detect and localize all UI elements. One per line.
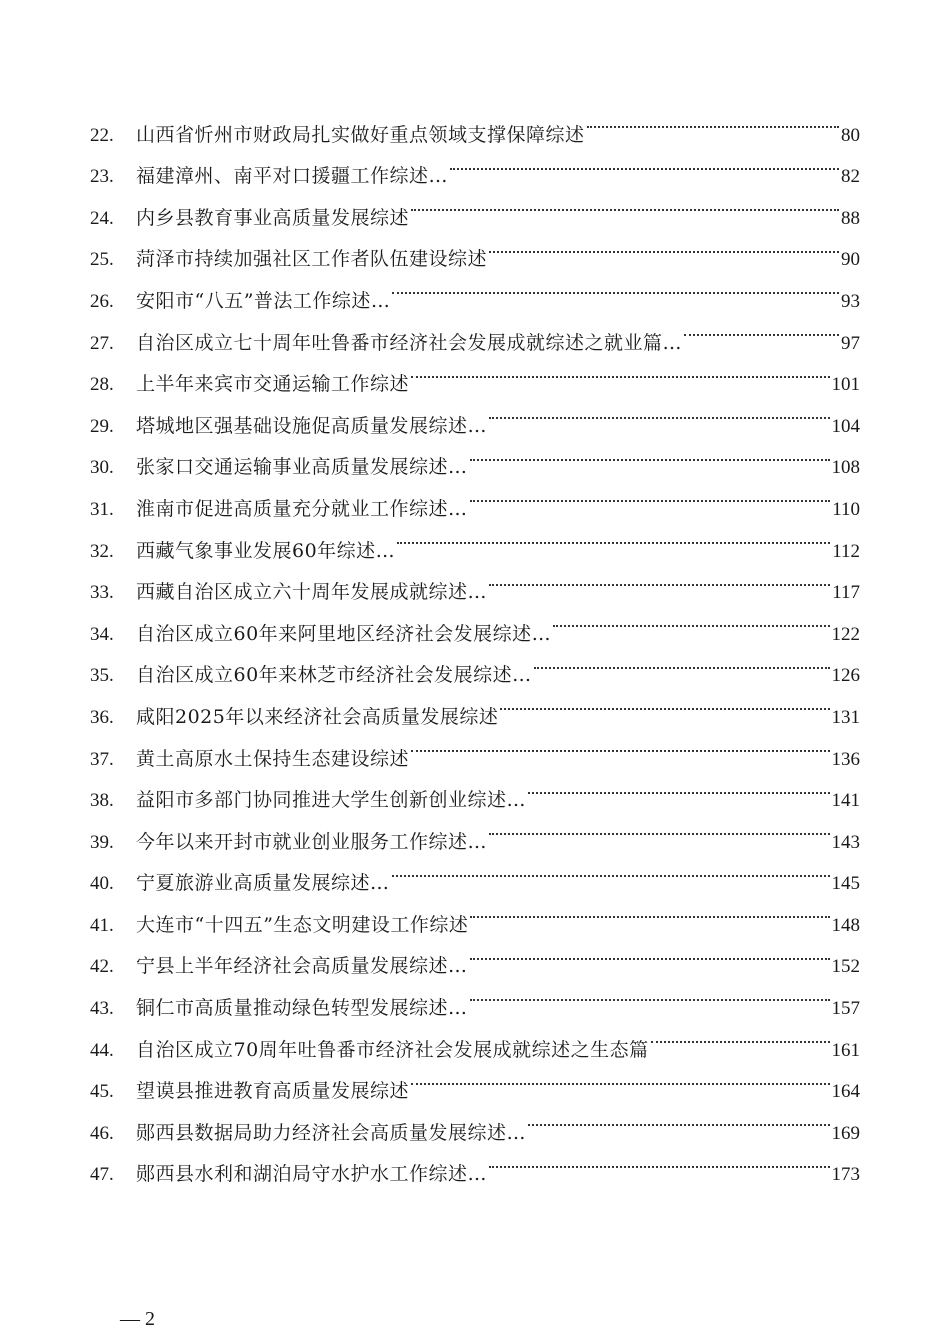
toc-entry-page: 112 <box>832 540 860 562</box>
toc-dot-leader <box>397 515 830 557</box>
toc-entry-number: 40. <box>90 873 114 895</box>
toc-entry-title: 安阳市“八五”普法工作综述… <box>136 289 391 312</box>
toc-entry-page: 148 <box>831 914 860 936</box>
toc-dot-leader <box>470 473 831 515</box>
toc-dot-leader <box>392 848 830 890</box>
toc-dot-leader <box>489 1139 829 1181</box>
toc-entry-title: 张家口交通运输事业高质量发展综述… <box>136 456 468 479</box>
toc-entry-title: 黄土高原水土保持生态建设综述 <box>136 747 410 770</box>
toc-entry-page: 136 <box>831 748 860 770</box>
toc-entry-page: 157 <box>831 998 860 1020</box>
toc-entry-page: 108 <box>831 457 860 479</box>
toc-entry-number: 26. <box>90 290 114 312</box>
toc-entry-number: 34. <box>90 623 114 645</box>
toc-entry-number: 41. <box>90 914 114 936</box>
toc-entry-number: 31. <box>90 498 114 520</box>
toc-dot-leader <box>470 889 829 931</box>
toc-entry-page: 88 <box>841 207 860 229</box>
toc-entry-title: 西藏气象事业发展60年综述… <box>136 539 396 562</box>
toc-entry-title: 自治区成立70周年吐鲁番市经济社会发展成就综述之生态篇 <box>136 1038 649 1061</box>
table-of-contents <box>90 99 860 1186</box>
toc-entry-number: 30. <box>90 457 114 479</box>
toc-dot-leader <box>587 99 839 141</box>
toc-entry-title: 内乡县教育事业高质量发展综述 <box>136 206 410 229</box>
toc-entry-number: 38. <box>90 790 114 812</box>
toc-entry-page: 80 <box>841 124 860 146</box>
toc-entry[interactable] <box>90 99 860 146</box>
toc-entry-number: 46. <box>90 1122 114 1144</box>
toc-entry-title: 自治区成立七十周年吐鲁番市经济社会发展成就综述之就业篇… <box>136 331 683 354</box>
toc-entry-number: 33. <box>90 582 114 604</box>
toc-dot-leader <box>651 1014 830 1056</box>
toc-entry-page: 169 <box>831 1122 860 1144</box>
toc-entry-title: 自治区成立60年来阿里地区经济社会发展综述… <box>136 622 552 645</box>
toc-entry-number: 28. <box>90 374 114 396</box>
toc-entry-page: 101 <box>831 374 860 396</box>
toc-dot-leader <box>528 765 829 807</box>
toc-entry-title: 宁夏旅游业高质量发展综述… <box>136 872 390 895</box>
toc-entry-title: 福建漳州、南平对口援疆工作综述… <box>136 165 449 188</box>
toc-dot-leader <box>534 640 830 682</box>
page-number-footer: — 2 <box>120 1308 155 1330</box>
toc-entry-title: 大连市“十四五”生态文明建设工作综述 <box>136 913 469 936</box>
toc-entry-page: 161 <box>831 1039 860 1061</box>
toc-entry-number: 27. <box>90 332 114 354</box>
toc-entry-page: 145 <box>831 873 860 895</box>
toc-entry-number: 47. <box>90 1164 114 1186</box>
toc-entry-page: 90 <box>841 249 860 271</box>
toc-entry-page: 122 <box>831 623 860 645</box>
toc-entry-page: 143 <box>831 831 860 853</box>
toc-entry-title: 自治区成立60年来林芝市经济社会发展综述… <box>136 664 532 687</box>
toc-entry-number: 43. <box>90 998 114 1020</box>
toc-entry-page: 126 <box>831 665 860 687</box>
toc-dot-leader <box>470 972 830 1014</box>
toc-entry-page: 117 <box>832 582 860 604</box>
toc-dot-leader <box>411 1056 829 1098</box>
toc-dot-leader <box>528 1097 829 1139</box>
toc-dot-leader <box>470 432 830 474</box>
toc-entry-number: 36. <box>90 706 114 728</box>
toc-dot-leader <box>489 224 839 266</box>
toc-dot-leader <box>411 349 829 391</box>
toc-dot-leader <box>470 931 830 973</box>
toc-entry-title: 今年以来开封市就业创业服务工作综述… <box>136 830 488 853</box>
toc-dot-leader <box>450 141 839 183</box>
toc-dot-leader <box>500 681 829 723</box>
toc-entry-title: 望谟县推进教育高质量发展综述 <box>136 1080 410 1103</box>
toc-entry-title: 淮南市促进高质量充分就业工作综述… <box>136 497 468 520</box>
toc-entry-page: 164 <box>831 1081 860 1103</box>
toc-entry-number: 23. <box>90 166 114 188</box>
toc-entry-title: 益阳市多部门协同推进大学生创新创业综述… <box>136 789 527 812</box>
toc-entry-number: 25. <box>90 249 114 271</box>
toc-entry-page: 104 <box>831 415 860 437</box>
toc-entry-title: 塔城地区强基础设施促高质量发展综述… <box>136 414 488 437</box>
toc-entry-number: 44. <box>90 1039 114 1061</box>
toc-entry-page: 131 <box>831 706 860 728</box>
toc-entry-title: 上半年来宾市交通运输工作综述 <box>136 373 410 396</box>
toc-entry-page: 173 <box>831 1164 860 1186</box>
toc-dot-leader <box>411 723 829 765</box>
toc-entry-number: 24. <box>90 207 114 229</box>
toc-entry-title: 郧西县水利和湖泊局守水护水工作综述… <box>136 1163 488 1186</box>
toc-dot-leader <box>684 307 839 349</box>
toc-entry-number: 42. <box>90 956 114 978</box>
toc-entry-title: 山西省忻州市财政局扎实做好重点领域支撑保障综述 <box>136 123 585 146</box>
toc-dot-leader <box>411 182 839 224</box>
toc-entry-page: 110 <box>832 498 860 520</box>
toc-entry-page: 93 <box>841 290 860 312</box>
toc-dot-leader <box>392 265 839 307</box>
toc-entry-number: 39. <box>90 831 114 853</box>
toc-entry-page: 97 <box>841 332 860 354</box>
toc-entry-page: 82 <box>841 166 860 188</box>
toc-dot-leader <box>489 390 829 432</box>
toc-entry-number: 35. <box>90 665 114 687</box>
toc-entry-number: 29. <box>90 415 114 437</box>
toc-entry-number: 37. <box>90 748 114 770</box>
toc-entry-title: 西藏自治区成立六十周年发展成就综述… <box>136 581 488 604</box>
toc-entry-title: 咸阳2025年以来经济社会高质量发展综述 <box>136 705 499 728</box>
toc-entry-title: 宁县上半年经济社会高质量发展综述… <box>136 955 468 978</box>
toc-entry-number: 32. <box>90 540 114 562</box>
toc-entry-number: 45. <box>90 1081 114 1103</box>
toc-entry-number: 22. <box>90 124 114 146</box>
toc-entry-title: 铜仁市高质量推动绿色转型发展综述… <box>136 997 468 1020</box>
toc-dot-leader <box>553 598 829 640</box>
toc-dot-leader <box>489 806 829 848</box>
toc-entry-title: 郧西县数据局助力经济社会高质量发展综述… <box>136 1121 527 1144</box>
toc-entry-page: 152 <box>831 956 860 978</box>
toc-entry-page: 141 <box>831 790 860 812</box>
toc-entry-title: 菏泽市持续加强社区工作者队伍建设综述 <box>136 248 488 271</box>
toc-dot-leader <box>489 557 830 599</box>
